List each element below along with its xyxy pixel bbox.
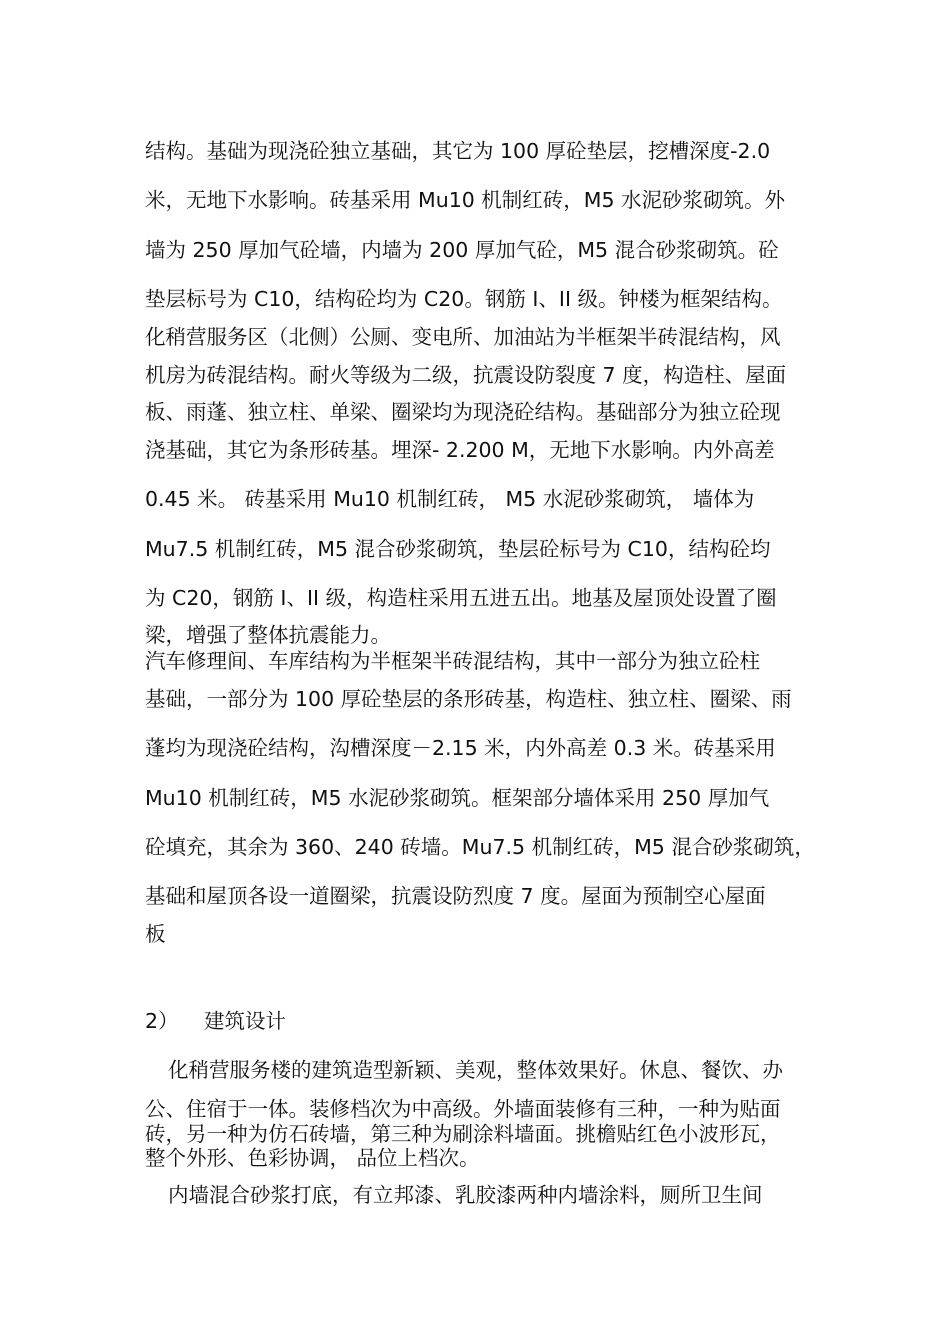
- paragraph-2-line-7: 为 C20，钢筋 I、II 级，构造柱采用五进五出。地基及屋顶处设置了圈: [145, 586, 777, 610]
- paragraph-2-line-4: 浇基础，其它为条形砖基。埋深- 2.200 M，无地下水影响。内外高差: [145, 438, 775, 462]
- paragraph-1-line-4: 垫层标号为 C10，结构砼均为 C20。钢筋 I、II 级。钟楼为框架结构。: [145, 287, 783, 311]
- paragraph-3-line-3: 蓬均为现浇砼结构，沟槽深度－2.15 米，内外高差 0.3 米。砖基采用: [145, 736, 776, 760]
- paragraph-2-line-8: 梁，增强了整体抗震能力。: [145, 623, 391, 647]
- paragraph-3-line-5: 砼填充，其余为 360、240 砖墙。Mu7.5 机制红砖，M5 混合砂浆砌筑，: [145, 835, 815, 859]
- paragraph-5-line-1: 内墙混合砂浆打底，有立邦漆、乳胶漆两种内墙涂料，厕所卫生间: [168, 1183, 763, 1207]
- paragraph-3-line-1: 汽车修理间、车库结构为半框架半砖混结构，其中一部分为独立砼柱: [145, 649, 760, 673]
- paragraph-2-line-5: 0.45 米。 砖基采用 Mu10 机制红砖， M5 水泥砂浆砌筑， 墙体为: [145, 487, 755, 511]
- paragraph-2-line-2: 机房为砖混结构。耐火等级为二级，抗震设防裂度 7 度，构造柱、屋面: [145, 363, 787, 387]
- section-title: 建筑设计: [204, 1009, 286, 1033]
- paragraph-3-line-6: 基础和屋顶各设一道圈梁，抗震设防烈度 7 度。屋面为预制空心屋面: [145, 884, 766, 908]
- paragraph-1-line-3: 墙为 250 厚加气砼墙，内墙为 200 厚加气砼，M5 混合砂浆砌筑。砼: [145, 238, 779, 262]
- paragraph-1-line-2: 米，无地下水影响。砖基采用 Mu10 机制红砖，M5 水泥砂浆砌筑。外: [145, 188, 786, 212]
- paragraph-4-line-1: 化稍营服务楼的建筑造型新颖、美观，整体效果好。休息、餐饮、办: [168, 1058, 783, 1082]
- paragraph-3-line-2: 基础，一部分为 100 厚砼垫层的条形砖基，构造柱、独立柱、圈梁、雨: [145, 687, 792, 711]
- paragraph-4-line-2: 公、住宿于一体。装修档次为中高级。外墙面装修有三种，一种为贴面: [145, 1097, 781, 1121]
- paragraph-3-line-7: 板: [145, 922, 166, 946]
- paragraph-2-line-3: 板、雨蓬、独立柱、单梁、圈梁均为现浇砼结构。基础部分为独立砼现: [145, 400, 781, 424]
- paragraph-2-line-1: 化稍营服务区（北侧）公厕、变电所、加油站为半框架半砖混结构，风: [145, 325, 781, 349]
- paragraph-4-line-4: 整个外形、色彩协调， 品位上档次。: [145, 1146, 480, 1170]
- paragraph-2-line-6: Mu7.5 机制红砖，M5 混合砂浆砌筑，垫层砼标号为 C10，结构砼均: [145, 537, 771, 561]
- section-number: 2）: [145, 1009, 179, 1033]
- paragraph-3-line-4: Mu10 机制红砖，M5 水泥砂浆砌筑。框架部分墙体采用 250 厚加气: [145, 786, 770, 810]
- paragraph-1-line-1: 结构。基础为现浇砼独立基础，其它为 100 厚砼垫层，挖槽深度-2.0: [145, 139, 771, 163]
- paragraph-4-line-3: 砖，另一种为仿石砖墙，第三种为刷涂料墙面。挑檐贴红色小波形瓦，: [145, 1122, 781, 1146]
